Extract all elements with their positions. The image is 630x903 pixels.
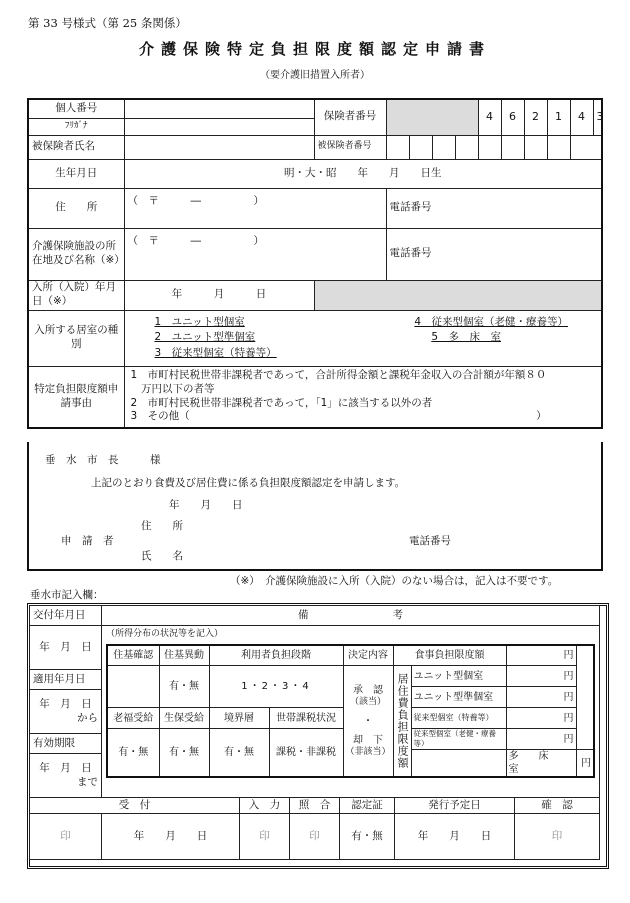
room-type-options xyxy=(124,310,602,366)
receipt-date[interactable]: 年 月 日 xyxy=(102,814,240,860)
room-yen: 円 xyxy=(506,708,576,729)
approve-sub: （該当） xyxy=(349,697,386,707)
insurer-digit: 3 xyxy=(593,99,602,135)
birth-label: 生年月日 xyxy=(28,159,124,188)
room-yen: 円 xyxy=(576,750,594,778)
insurer-digit: 1 xyxy=(547,99,570,135)
phone-label: 電話番号 xyxy=(389,201,432,214)
from-label: から xyxy=(77,711,98,724)
room-yen: 円 xyxy=(506,729,576,750)
issue-date-field[interactable]: 年 月 日 xyxy=(30,626,102,670)
insurer-digit: 2 xyxy=(524,99,547,135)
insured-number-box[interactable] xyxy=(409,135,432,159)
admission-field[interactable]: 年 月 日 xyxy=(124,280,314,310)
insured-number-box[interactable] xyxy=(432,135,455,159)
footer-header: 確 認 xyxy=(515,798,600,814)
livelihood-field[interactable]: 有・無 xyxy=(159,729,209,778)
applicant-name-label: 氏 名 xyxy=(141,550,183,562)
income-note: （所得分布の状況等を記入） xyxy=(106,629,224,639)
address-field[interactable]: （ 〒 ― ） xyxy=(124,188,386,228)
facility-label: 介護保険施設の所在地及び名称（※） xyxy=(28,228,124,280)
certificate-field[interactable]: 有・無 xyxy=(340,814,395,860)
approve: 承 認 xyxy=(353,685,383,696)
insured-number-box[interactable] xyxy=(478,135,501,159)
residency-field[interactable] xyxy=(107,666,159,708)
decision-field[interactable] xyxy=(343,666,393,778)
room-yen: 円 xyxy=(506,687,576,708)
decision-label: 決定内容 xyxy=(343,645,393,666)
birth-field[interactable]: 明・大・昭 年 月 日生 xyxy=(124,159,602,188)
form-subtitle: （要介護旧措置入所者） xyxy=(260,70,370,81)
footer-header: 入 力 xyxy=(240,798,290,814)
room-limit-label: ユニット型準個室 xyxy=(411,687,506,708)
form-title: 介護保険特定負担限度額認定申請書 xyxy=(138,40,491,58)
room-option[interactable]: 3 従来型個室（特養等） xyxy=(154,346,277,359)
reject: 却 下 xyxy=(353,734,383,746)
insured-number-box[interactable] xyxy=(501,135,524,159)
individual-number-label: 個人番号 xyxy=(28,99,124,118)
burden-table xyxy=(106,644,595,779)
insured-number-box[interactable] xyxy=(524,135,547,159)
phone-field[interactable] xyxy=(386,188,602,228)
insured-name-field[interactable] xyxy=(124,135,314,159)
remarks-label: 備 考 xyxy=(102,606,600,626)
meal-yen: 円 xyxy=(506,645,576,666)
insured-number-box[interactable] xyxy=(570,135,602,159)
tax-field[interactable]: 課税・非課税 xyxy=(269,729,343,778)
reason-option: 万円以下の者等 xyxy=(130,383,215,396)
until-label: まで xyxy=(77,775,98,788)
insured-number-box[interactable] xyxy=(455,135,478,159)
facility-field[interactable]: （ 〒 ― ） xyxy=(124,228,386,280)
room-option[interactable]: 4 従来型個室（老健・療養等） xyxy=(414,315,568,328)
address-label: 住 所 xyxy=(28,188,124,228)
reason-option[interactable]: 2 市町村民税世帯非課税者であって，「1」に該当する以外の者 xyxy=(130,396,433,409)
insurer-digit: 4 xyxy=(478,99,501,135)
room-limit-label: 従来型個室（特養等） xyxy=(411,708,506,729)
meal-limit-label: 食事負担限度額 xyxy=(393,645,506,666)
footer-header: 照 合 xyxy=(290,798,340,814)
validity-field[interactable] xyxy=(30,754,102,798)
decision-dot: ・ xyxy=(363,715,373,727)
seal-confirm[interactable]: 印 xyxy=(515,814,600,860)
remarks-area xyxy=(102,626,600,798)
furigana-field[interactable] xyxy=(124,118,314,135)
facility-phone-label: 電話番号 xyxy=(389,247,432,260)
room-option[interactable]: 5 多 床 室 xyxy=(431,331,501,344)
form-number: 第 33 号様式（第 25 条関係） xyxy=(28,16,187,30)
footer-header: 受 付 xyxy=(30,798,240,814)
applicant-address-label: 住 所 xyxy=(141,520,183,532)
insured-number-label: 被保険者番号 xyxy=(314,135,386,159)
footer-header: 認定証 xyxy=(340,798,395,814)
reason-label: 特定負担限度額申請事由 xyxy=(28,366,124,428)
insured-name-label: 被保険者氏名 xyxy=(28,135,124,159)
seal-receipt[interactable]: 印 xyxy=(30,814,102,860)
furigana-label: ﾌﾘｶﾞﾅ xyxy=(28,118,124,135)
residency-label: 住基確認 xyxy=(107,645,159,666)
application-date[interactable]: 年 月 日 xyxy=(169,499,243,511)
effective-date-field[interactable] xyxy=(30,690,102,734)
insurer-number-blank xyxy=(386,99,478,135)
seal-input[interactable]: 印 xyxy=(240,814,290,860)
reject-sub: （非該当） xyxy=(345,746,391,757)
housing-label: 居住費負担限度額 xyxy=(393,666,411,778)
effective-date-label: 適用年月日 xyxy=(30,670,102,690)
addressee: 垂 水 市 長 様 xyxy=(45,454,161,466)
individual-number-field[interactable] xyxy=(124,99,314,118)
livelihood-label: 生保受給 xyxy=(159,708,209,729)
boundary-label: 境界層 xyxy=(209,708,269,729)
city-entry-label: 垂水市記入欄： xyxy=(30,589,104,601)
room-limit-label: ユニット型個室 xyxy=(411,666,506,687)
insurer-number-label: 保険者番号 xyxy=(314,99,386,135)
insurer-digit: 6 xyxy=(501,99,524,135)
reason-option[interactable]: 3 その他（ ） xyxy=(130,410,547,423)
city-entry-table xyxy=(29,605,600,860)
room-limit-label: 多 床 室 xyxy=(506,750,576,778)
tax-label: 世帯課税状況 xyxy=(269,708,343,729)
burden-stage-field[interactable]: 1・2・3・4 xyxy=(209,666,343,708)
insured-number-box[interactable] xyxy=(547,135,570,159)
residency-change-label: 住基異動 xyxy=(159,645,209,666)
applicant-label: 申 請 者 xyxy=(61,535,114,547)
reason-options xyxy=(124,366,602,428)
welfare-field[interactable]: 有・無 xyxy=(107,729,159,778)
room-option[interactable]: 2 ユニット型準個室 xyxy=(154,331,256,344)
effective-ymd: 年 月 日 xyxy=(39,697,92,710)
applicant-phone-label: 電話番号 xyxy=(409,535,451,547)
application-statement: 上記のとおり食費及び居住費に係る負担限度額認定を申請します。 xyxy=(91,477,406,489)
applicant-info-table xyxy=(27,98,603,429)
room-type-label: 入所する居室の種別 xyxy=(28,310,124,366)
welfare-label: 老福受給 xyxy=(107,708,159,729)
validity-label: 有効期限 xyxy=(30,734,102,754)
issue-date-label: 交付年月日 xyxy=(30,606,102,626)
insured-number-box[interactable] xyxy=(386,135,409,159)
room-limit-label: 従来型個室（老健・療養等） xyxy=(411,729,506,750)
residency-change-field[interactable]: 有・無 xyxy=(159,666,209,708)
footer-header: 発行予定日 xyxy=(395,798,515,814)
admission-gray xyxy=(314,280,602,310)
seal-verify[interactable]: 印 xyxy=(290,814,340,860)
room-option[interactable]: 1 ユニット型個室 xyxy=(154,315,245,328)
admission-label: 入所（入院）年月日（※） xyxy=(28,280,124,310)
room-yen: 円 xyxy=(506,666,576,687)
reason-option[interactable]: 1 市町村民税世帯非課税者であって，合計所得金額と課税年金収入の合計額が年額８０ xyxy=(130,369,547,382)
burden-stage-label: 利用者負担段階 xyxy=(209,645,343,666)
facility-phone-field[interactable] xyxy=(386,228,602,280)
application-block xyxy=(27,442,603,571)
insurer-digit: 4 xyxy=(570,99,593,135)
issue-date-planned[interactable]: 年 月 日 xyxy=(395,814,515,860)
boundary-field[interactable]: 有・無 xyxy=(209,729,269,778)
validity-ymd: 年 月 日 xyxy=(39,761,92,774)
footnote: （※） 介護保険施設に入所（入院）のない場合は，記入は不要です。 xyxy=(230,575,559,587)
